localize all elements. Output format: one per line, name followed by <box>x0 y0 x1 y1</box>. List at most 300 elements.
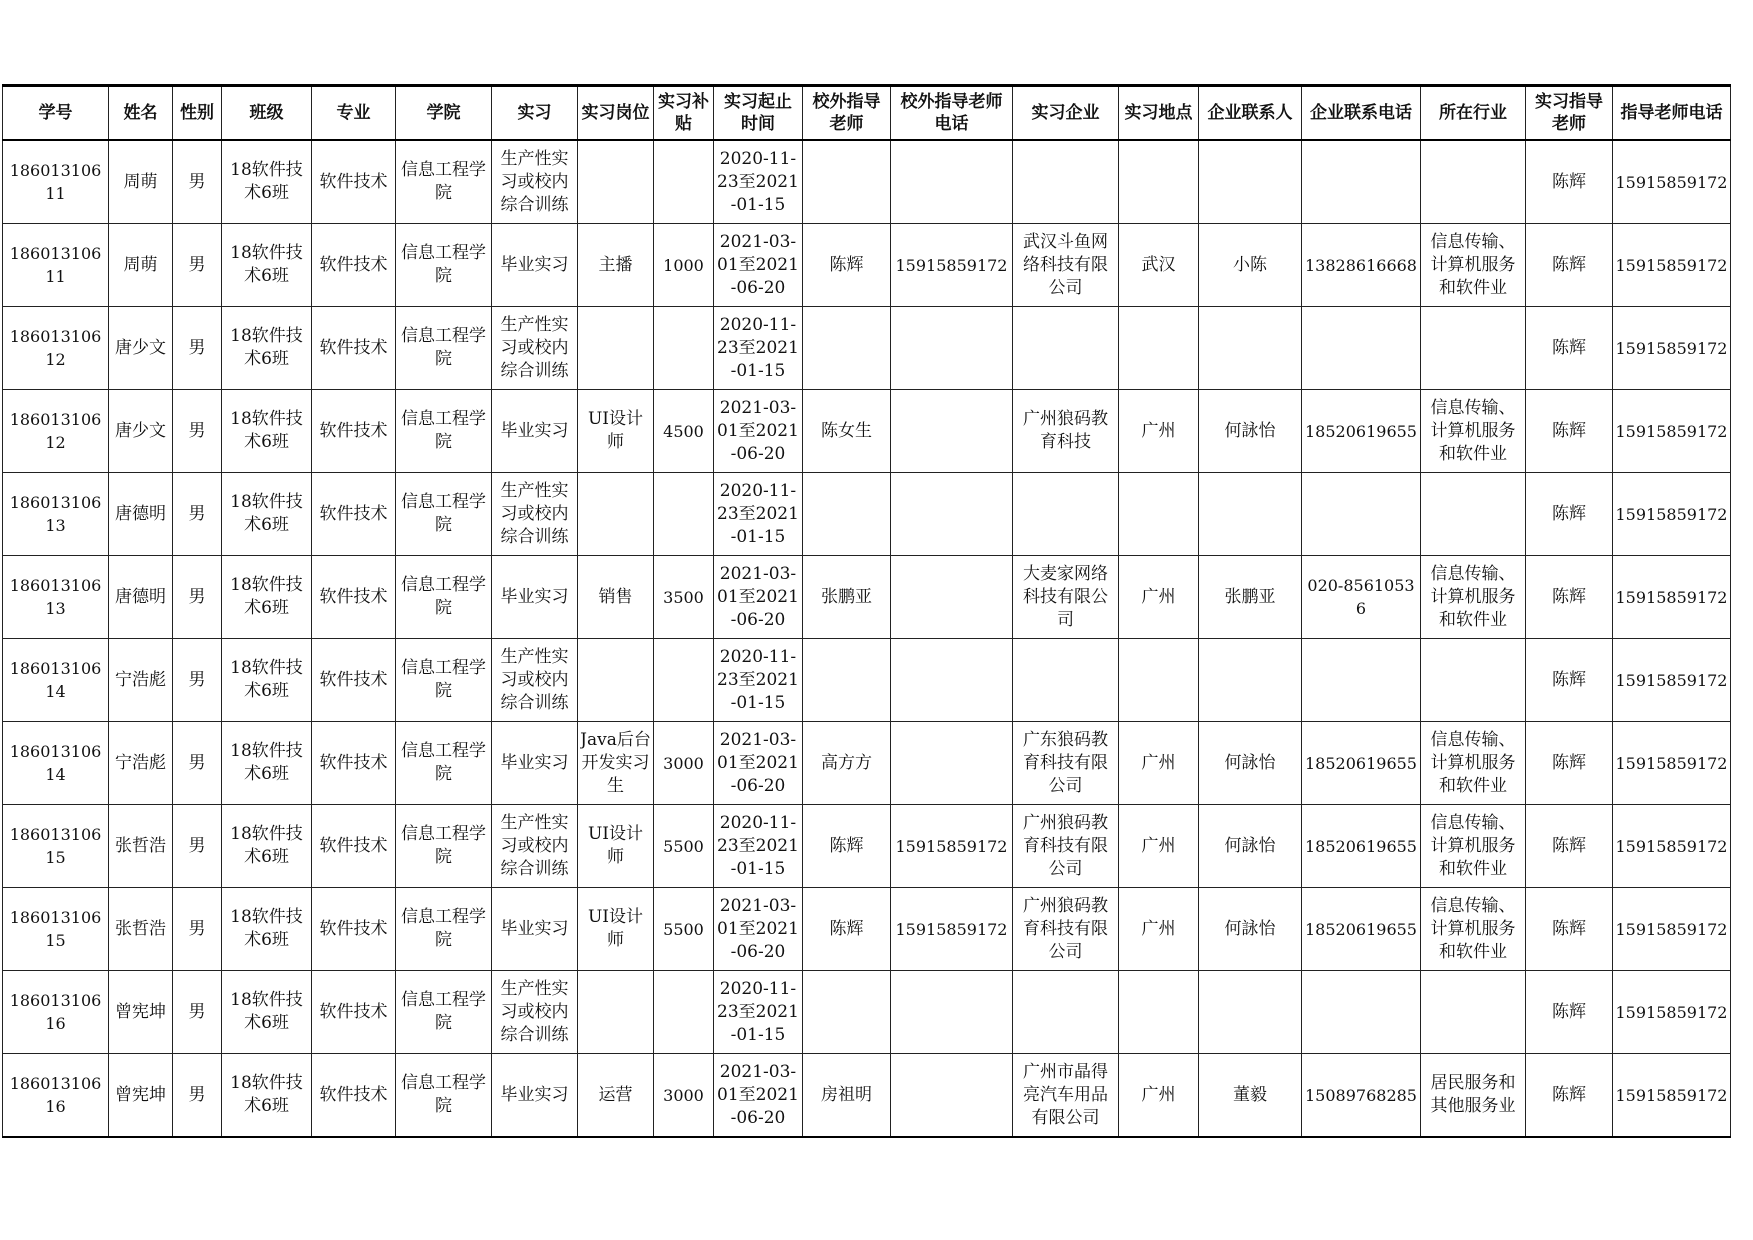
cell-text: 广州狼码教育科技 <box>1023 409 1108 452</box>
cell-text: 何詠怡 <box>1224 752 1276 773</box>
cell-major <box>312 390 396 473</box>
cell-position <box>578 639 654 722</box>
cell-text: 陈辉 <box>1552 1084 1586 1105</box>
cell-location <box>1119 888 1199 971</box>
cell-text: 唐少文 <box>115 420 166 441</box>
cell-position <box>578 473 654 556</box>
cell-text: 房祖明 <box>821 1084 872 1105</box>
cell-text: 信息传输、计算机服务和软件业 <box>1430 231 1516 298</box>
column-header-internship-type: 实习 <box>492 86 578 141</box>
cell-gender <box>173 888 222 971</box>
column-header-college: 学院 <box>396 86 492 141</box>
cell-class <box>222 140 312 224</box>
cell-instructor <box>1526 390 1613 473</box>
cell-allowance <box>654 805 714 888</box>
cell-gender <box>173 971 222 1054</box>
cell-text: 18601310611 <box>9 244 102 286</box>
cell-text: 何詠怡 <box>1224 835 1276 856</box>
cell-student-id <box>3 1054 109 1138</box>
cell-instructor <box>1526 971 1613 1054</box>
cell-text: 2020-11-23至2021-01-15 <box>717 314 799 381</box>
cell-allowance <box>654 556 714 639</box>
cell-text: 18软件技术6班 <box>230 575 303 618</box>
header-row <box>3 86 1731 141</box>
cell-company-phone <box>1302 805 1421 888</box>
cell-text: 15915859172 <box>1615 1085 1728 1105</box>
cell-text: 3500 <box>663 587 704 607</box>
cell-class <box>222 888 312 971</box>
cell-industry <box>1421 888 1526 971</box>
cell-text: 18601310613 <box>9 576 102 618</box>
cell-name <box>109 307 173 390</box>
table-row <box>3 140 1731 224</box>
cell-text: 软件技术 <box>319 918 388 939</box>
cell-name <box>109 971 173 1054</box>
cell-major <box>312 224 396 307</box>
cell-text: 18软件技术6班 <box>230 1073 303 1116</box>
cell-company <box>1013 639 1119 722</box>
cell-internship-type <box>492 971 578 1054</box>
cell-text: 宁浩彪 <box>115 669 166 690</box>
cell-position <box>578 390 654 473</box>
cell-period <box>714 390 803 473</box>
cell-text: 生产性实习或校内综合训练 <box>500 978 569 1045</box>
cell-text: 15915859172 <box>1615 255 1728 275</box>
cell-external-mentor-phone <box>891 722 1013 805</box>
cell-company <box>1013 971 1119 1054</box>
cell-text: 信息传输、计算机服务和软件业 <box>1430 812 1516 879</box>
cell-text: 15915859172 <box>1615 504 1728 524</box>
cell-text: 唐少文 <box>115 337 166 358</box>
cell-text: 陈辉 <box>1552 171 1586 192</box>
cell-college <box>396 722 492 805</box>
cell-class <box>222 307 312 390</box>
column-header-position: 实习岗位 <box>578 86 654 141</box>
cell-external-mentor <box>803 390 891 473</box>
cell-internship-type <box>492 722 578 805</box>
cell-instructor-phone <box>1613 473 1731 556</box>
cell-college <box>396 639 492 722</box>
cell-text: 唐德明 <box>115 503 166 524</box>
cell-external-mentor-phone <box>891 140 1013 224</box>
cell-external-mentor <box>803 639 891 722</box>
cell-major <box>312 473 396 556</box>
cell-major <box>312 556 396 639</box>
cell-text: 曾宪坤 <box>115 1001 166 1022</box>
cell-gender <box>173 307 222 390</box>
cell-instructor-phone <box>1613 556 1731 639</box>
cell-text: 信息传输、计算机服务和软件业 <box>1430 895 1516 962</box>
cell-college <box>396 390 492 473</box>
cell-text: 信息工程学院 <box>401 243 486 286</box>
cell-text: 信息工程学院 <box>401 907 486 950</box>
cell-text: 3000 <box>663 753 704 773</box>
cell-text: 武汉斗鱼网络科技有限公司 <box>1023 231 1108 298</box>
cell-instructor-phone <box>1613 1054 1731 1138</box>
cell-text: 毕业实习 <box>500 586 569 607</box>
cell-period <box>714 224 803 307</box>
cell-text: 1000 <box>663 255 704 275</box>
cell-allowance <box>654 1054 714 1138</box>
cell-industry <box>1421 224 1526 307</box>
cell-text: 软件技术 <box>319 1001 388 1022</box>
cell-period <box>714 473 803 556</box>
cell-industry <box>1421 307 1526 390</box>
cell-text: 2021-03-01至2021-06-20 <box>717 1061 799 1128</box>
cell-text: 15915859172 <box>1615 1002 1728 1022</box>
cell-company-phone <box>1302 556 1421 639</box>
table-row <box>3 888 1731 971</box>
cell-text: 18软件技术6班 <box>230 990 303 1033</box>
cell-text: 18520619655 <box>1305 919 1417 939</box>
cell-text: 15915859172 <box>1615 421 1728 441</box>
cell-company <box>1013 140 1119 224</box>
cell-company-contact <box>1199 888 1302 971</box>
cell-text: 18520619655 <box>1305 836 1417 856</box>
cell-student-id <box>3 390 109 473</box>
cell-text: 2021-03-01至2021-06-20 <box>717 895 799 962</box>
cell-external-mentor <box>803 473 891 556</box>
cell-class <box>222 805 312 888</box>
cell-text: 信息工程学院 <box>401 658 486 701</box>
cell-position <box>578 307 654 390</box>
cell-text: 18软件技术6班 <box>230 741 303 784</box>
cell-class <box>222 722 312 805</box>
cell-text: 18软件技术6班 <box>230 824 303 867</box>
cell-external-mentor <box>803 805 891 888</box>
cell-instructor <box>1526 140 1613 224</box>
cell-text: 软件技术 <box>319 420 388 441</box>
cell-instructor <box>1526 224 1613 307</box>
cell-external-mentor <box>803 971 891 1054</box>
cell-text: 广州 <box>1141 835 1176 856</box>
cell-text: 软件技术 <box>319 835 388 856</box>
cell-text: 毕业实习 <box>500 1084 569 1105</box>
cell-major <box>312 639 396 722</box>
cell-internship-type <box>492 390 578 473</box>
cell-text: 信息工程学院 <box>401 824 486 867</box>
cell-instructor-phone <box>1613 224 1731 307</box>
cell-position <box>578 140 654 224</box>
cell-text: 15915859172 <box>1615 172 1728 192</box>
cell-text: 武汉 <box>1141 254 1176 275</box>
cell-company-contact <box>1199 224 1302 307</box>
cell-text: 信息工程学院 <box>401 160 486 203</box>
cell-company-phone <box>1302 888 1421 971</box>
table-row <box>3 639 1731 722</box>
cell-class <box>222 224 312 307</box>
cell-external-mentor-phone <box>891 390 1013 473</box>
cell-instructor-phone <box>1613 140 1731 224</box>
cell-text: 生产性实习或校内综合训练 <box>500 314 569 381</box>
cell-period <box>714 722 803 805</box>
cell-student-id <box>3 888 109 971</box>
cell-company <box>1013 722 1119 805</box>
cell-text: 陈辉 <box>1552 254 1586 275</box>
cell-text: 张鹏亚 <box>821 586 872 607</box>
column-header-company-phone: 企业联系电话 <box>1302 86 1421 141</box>
cell-text: 18601310612 <box>9 327 102 369</box>
cell-text: 陈辉 <box>1552 918 1586 939</box>
table-row <box>3 556 1731 639</box>
cell-company-phone <box>1302 390 1421 473</box>
cell-company-contact <box>1199 722 1302 805</box>
cell-period <box>714 805 803 888</box>
cell-class <box>222 1054 312 1138</box>
cell-text: UI设计师 <box>587 409 644 452</box>
cell-text: Java后台开发实习生 <box>580 729 651 796</box>
cell-text: 陈辉 <box>1552 420 1586 441</box>
cell-text: UI设计师 <box>587 907 644 950</box>
cell-text: 15915859172 <box>1615 836 1728 856</box>
cell-text: 信息工程学院 <box>401 741 486 784</box>
cell-text: 张哲浩 <box>115 835 166 856</box>
table-row <box>3 224 1731 307</box>
cell-text: 软件技术 <box>319 1084 388 1105</box>
cell-text: 陈辉 <box>829 254 864 275</box>
cell-company <box>1013 390 1119 473</box>
cell-internship-type <box>492 805 578 888</box>
column-header-allowance: 实习补贴 <box>654 86 714 141</box>
cell-text: 18601310615 <box>9 825 102 867</box>
cell-major <box>312 307 396 390</box>
cell-text: 软件技术 <box>319 254 388 275</box>
cell-text: 18软件技术6班 <box>230 243 303 286</box>
cell-text: 2020-11-23至2021-01-15 <box>717 646 799 713</box>
cell-text: 广州狼码教育科技有限公司 <box>1023 895 1108 962</box>
cell-major <box>312 888 396 971</box>
cell-name <box>109 140 173 224</box>
cell-external-mentor <box>803 307 891 390</box>
column-header-class: 班级 <box>222 86 312 141</box>
cell-company-phone <box>1302 722 1421 805</box>
cell-location <box>1119 805 1199 888</box>
cell-external-mentor-phone <box>891 1054 1013 1138</box>
cell-company-phone <box>1302 473 1421 556</box>
cell-company-contact <box>1199 556 1302 639</box>
cell-allowance <box>654 888 714 971</box>
cell-text: 生产性实习或校内综合训练 <box>500 812 569 879</box>
cell-location <box>1119 556 1199 639</box>
cell-company-phone <box>1302 307 1421 390</box>
cell-text: 男 <box>188 420 206 441</box>
cell-text: 信息工程学院 <box>401 492 486 535</box>
cell-text: 软件技术 <box>319 337 388 358</box>
cell-position <box>578 224 654 307</box>
cell-external-mentor <box>803 888 891 971</box>
cell-industry <box>1421 805 1526 888</box>
cell-industry <box>1421 556 1526 639</box>
table-row <box>3 722 1731 805</box>
cell-text: 陈辉 <box>1552 835 1586 856</box>
cell-text: 信息工程学院 <box>401 990 486 1033</box>
cell-allowance <box>654 307 714 390</box>
cell-text: 运营 <box>598 1084 633 1105</box>
cell-college <box>396 888 492 971</box>
cell-text: 信息工程学院 <box>401 1073 486 1116</box>
cell-allowance <box>654 971 714 1054</box>
cell-gender <box>173 556 222 639</box>
cell-text: 3000 <box>663 1085 704 1105</box>
cell-external-mentor-phone <box>891 888 1013 971</box>
column-header-industry: 所在行业 <box>1421 86 1526 141</box>
cell-company-contact <box>1199 639 1302 722</box>
cell-company-contact <box>1199 307 1302 390</box>
cell-class <box>222 390 312 473</box>
cell-text: 18601310616 <box>9 991 102 1033</box>
cell-text: 5500 <box>663 836 704 856</box>
cell-position <box>578 1054 654 1138</box>
cell-location <box>1119 971 1199 1054</box>
cell-major <box>312 1054 396 1138</box>
cell-text: 广州 <box>1141 586 1176 607</box>
cell-text: 陈辉 <box>1552 503 1586 524</box>
cell-company-phone <box>1302 971 1421 1054</box>
cell-text: 广州 <box>1141 1084 1176 1105</box>
cell-college <box>396 307 492 390</box>
cell-text: 2020-11-23至2021-01-15 <box>717 148 799 215</box>
cell-text: 毕业实习 <box>500 918 569 939</box>
cell-text: 男 <box>188 835 206 856</box>
cell-period <box>714 307 803 390</box>
cell-allowance <box>654 722 714 805</box>
cell-allowance <box>654 390 714 473</box>
cell-external-mentor-phone <box>891 473 1013 556</box>
cell-position <box>578 556 654 639</box>
cell-external-mentor <box>803 224 891 307</box>
cell-industry <box>1421 722 1526 805</box>
cell-text: 男 <box>188 254 206 275</box>
cell-class <box>222 639 312 722</box>
cell-text: 软件技术 <box>319 503 388 524</box>
cell-college <box>396 1054 492 1138</box>
cell-text: 信息工程学院 <box>401 409 486 452</box>
cell-gender <box>173 639 222 722</box>
cell-text: 唐德明 <box>115 586 166 607</box>
cell-text: 何詠怡 <box>1224 918 1276 939</box>
cell-text: 2021-03-01至2021-06-20 <box>717 729 799 796</box>
cell-text: 小陈 <box>1233 254 1267 275</box>
cell-student-id <box>3 805 109 888</box>
internship-table <box>2 84 1731 1138</box>
cell-name <box>109 888 173 971</box>
cell-text: 毕业实习 <box>500 752 569 773</box>
cell-text: 居民服务和其他服务业 <box>1430 1073 1516 1116</box>
cell-instructor <box>1526 1054 1613 1138</box>
cell-college <box>396 971 492 1054</box>
cell-instructor-phone <box>1613 722 1731 805</box>
cell-text: 15089768285 <box>1305 1085 1417 1105</box>
cell-college <box>396 473 492 556</box>
cell-instructor-phone <box>1613 971 1731 1054</box>
cell-major <box>312 805 396 888</box>
cell-gender <box>173 722 222 805</box>
cell-company <box>1013 224 1119 307</box>
cell-text: 信息工程学院 <box>401 326 486 369</box>
cell-text: 18601310611 <box>9 161 102 203</box>
cell-location <box>1119 473 1199 556</box>
cell-industry <box>1421 473 1526 556</box>
cell-text: 陈女生 <box>821 420 872 441</box>
cell-name <box>109 722 173 805</box>
cell-industry <box>1421 971 1526 1054</box>
cell-text: 陈辉 <box>1552 1001 1586 1022</box>
cell-text: 男 <box>188 171 206 192</box>
cell-text: 18601310614 <box>9 659 102 701</box>
cell-instructor-phone <box>1613 390 1731 473</box>
cell-company-contact <box>1199 140 1302 224</box>
cell-text: 销售 <box>598 586 633 607</box>
cell-instructor <box>1526 556 1613 639</box>
cell-text: 男 <box>188 1001 206 1022</box>
cell-period <box>714 1054 803 1138</box>
cell-external-mentor-phone <box>891 639 1013 722</box>
cell-text: 陈辉 <box>1552 752 1586 773</box>
cell-text: 18601310612 <box>9 410 102 452</box>
cell-text: 广州狼码教育科技有限公司 <box>1023 812 1108 879</box>
cell-student-id <box>3 722 109 805</box>
cell-text: 18520619655 <box>1305 753 1417 773</box>
cell-gender <box>173 224 222 307</box>
cell-text: 男 <box>188 752 206 773</box>
cell-name <box>109 805 173 888</box>
cell-period <box>714 639 803 722</box>
cell-text: 15915859172 <box>1615 753 1728 773</box>
cell-text: 软件技术 <box>319 669 388 690</box>
cell-industry <box>1421 639 1526 722</box>
cell-text: 陈辉 <box>1552 669 1586 690</box>
table-row <box>3 971 1731 1054</box>
cell-allowance <box>654 473 714 556</box>
cell-industry <box>1421 390 1526 473</box>
cell-company-contact <box>1199 805 1302 888</box>
cell-text: 董毅 <box>1233 1084 1267 1105</box>
cell-text: 软件技术 <box>319 586 388 607</box>
cell-external-mentor-phone <box>891 307 1013 390</box>
cell-text: 广州 <box>1141 752 1176 773</box>
cell-text: 信息传输、计算机服务和软件业 <box>1430 397 1516 464</box>
cell-text: 软件技术 <box>319 752 388 773</box>
cell-gender <box>173 473 222 556</box>
cell-text: 18520619655 <box>1305 421 1417 441</box>
cell-text: 男 <box>188 1084 206 1105</box>
cell-text: 信息传输、计算机服务和软件业 <box>1430 563 1516 630</box>
cell-allowance <box>654 140 714 224</box>
cell-text: 张鹏亚 <box>1224 586 1276 607</box>
cell-text: 男 <box>188 337 206 358</box>
cell-name <box>109 1054 173 1138</box>
cell-text: 高方方 <box>821 752 872 773</box>
table-row <box>3 805 1731 888</box>
cell-company <box>1013 888 1119 971</box>
cell-text: 18软件技术6班 <box>230 658 303 701</box>
cell-text: 宁浩彪 <box>115 752 166 773</box>
cell-internship-type <box>492 224 578 307</box>
cell-class <box>222 971 312 1054</box>
cell-company <box>1013 307 1119 390</box>
cell-text: 男 <box>188 586 206 607</box>
cell-location <box>1119 722 1199 805</box>
cell-external-mentor <box>803 556 891 639</box>
cell-allowance <box>654 224 714 307</box>
cell-text: 生产性实习或校内综合训练 <box>500 480 569 547</box>
cell-internship-type <box>492 556 578 639</box>
column-header-gender: 性别 <box>173 86 222 141</box>
column-header-company: 实习企业 <box>1013 86 1119 141</box>
cell-major <box>312 140 396 224</box>
cell-internship-type <box>492 473 578 556</box>
cell-college <box>396 556 492 639</box>
